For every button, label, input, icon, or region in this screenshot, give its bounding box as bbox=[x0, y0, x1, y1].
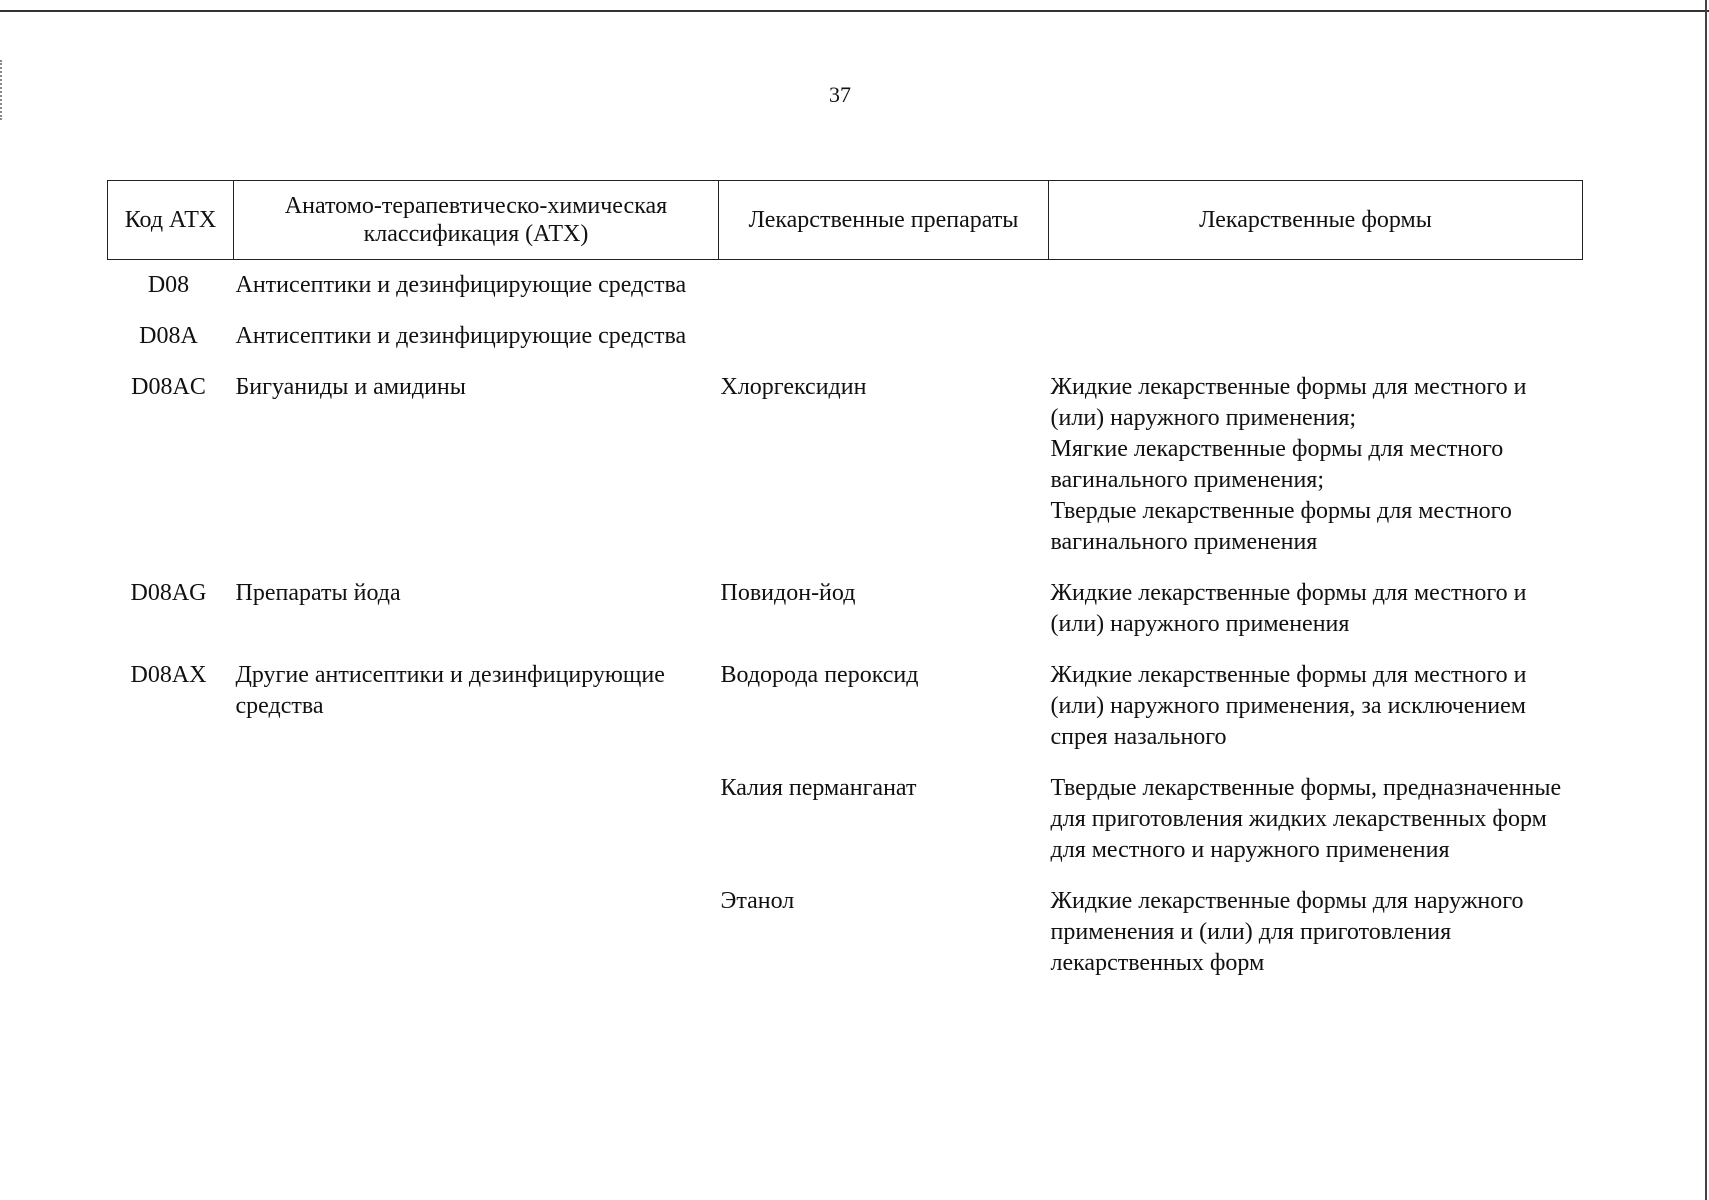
top-scan-border bbox=[0, 10, 1709, 12]
atc-table bbox=[107, 180, 1583, 979]
row-code: D08 bbox=[147, 272, 190, 298]
form-line: Жидкие лекарственные формы для местного и (или) наружного применения bbox=[1050, 580, 1527, 637]
row-drug: Хлоргексидин bbox=[720, 374, 867, 400]
row-code: D08A bbox=[139, 323, 198, 349]
form-line: Жидкие лекарственные формы для наружного применения и (или) для приготовления лекарственных форм bbox=[1050, 888, 1524, 976]
row-forms bbox=[1049, 886, 1583, 979]
row-forms bbox=[1049, 578, 1583, 640]
row-code bbox=[108, 886, 234, 979]
table-row bbox=[108, 372, 1583, 558]
table-row bbox=[108, 773, 1583, 866]
row-code bbox=[108, 773, 234, 866]
header-forms: Лекарственные формы bbox=[1049, 181, 1583, 260]
row-code: D08AC bbox=[131, 374, 206, 400]
row-forms bbox=[1049, 773, 1583, 866]
table-row bbox=[108, 321, 1583, 352]
row-classification: Антисептики и дезинфицирующие средства bbox=[235, 323, 687, 349]
form-line: Твердые лекарственные формы для местного вагинального применения bbox=[1050, 498, 1512, 555]
form-line: Мягкие лекарственные формы для местного вагинального применения; bbox=[1050, 436, 1504, 493]
row-code: D08AX bbox=[130, 662, 207, 688]
table-header-row bbox=[108, 181, 1583, 260]
row-classification: Антисептики и дезинфицирующие средства bbox=[235, 272, 687, 298]
row-code: D08AG bbox=[130, 580, 207, 606]
row-classification bbox=[234, 886, 719, 979]
row-drug bbox=[719, 321, 1049, 352]
form-line: Твердые лекарственные формы, предназначенные для приготовления жидких лекарственных форм для местного и наружного применения bbox=[1050, 775, 1562, 863]
header-drugs: Лекарственные препараты bbox=[719, 181, 1049, 260]
page-number: 37 bbox=[829, 82, 851, 107]
table-row bbox=[108, 886, 1583, 979]
row-drug: Калия перманганат bbox=[720, 775, 917, 801]
row-drug: Водорода пероксид bbox=[720, 662, 919, 688]
row-drug: Этанол bbox=[720, 888, 795, 914]
row-classification: Бигуаниды и амидины bbox=[235, 374, 466, 400]
table-row bbox=[108, 260, 1583, 302]
row-drug: Повидон-йод bbox=[720, 580, 856, 606]
right-scan-border bbox=[1705, 0, 1707, 1200]
form-line: Жидкие лекарственные формы для местного и (или) наружного применения; bbox=[1050, 374, 1527, 431]
row-forms bbox=[1049, 660, 1583, 753]
row-forms bbox=[1049, 260, 1583, 302]
row-classification bbox=[234, 773, 719, 866]
form-line: Жидкие лекарственные формы для местного и (или) наружного применения, за исключением спрея назального bbox=[1050, 662, 1527, 750]
row-forms bbox=[1049, 321, 1583, 352]
row-classification: Препараты йода bbox=[235, 580, 401, 606]
header-classification: Анатомо-терапевтическо-химическая классификация (АТХ) bbox=[234, 181, 719, 260]
row-drug bbox=[719, 260, 1049, 302]
table-row bbox=[108, 660, 1583, 753]
row-classification: Другие антисептики и дезинфицирующие средства bbox=[235, 662, 665, 719]
header-code: Код АТХ bbox=[108, 181, 234, 260]
row-forms bbox=[1049, 372, 1583, 558]
table-row bbox=[108, 578, 1583, 640]
